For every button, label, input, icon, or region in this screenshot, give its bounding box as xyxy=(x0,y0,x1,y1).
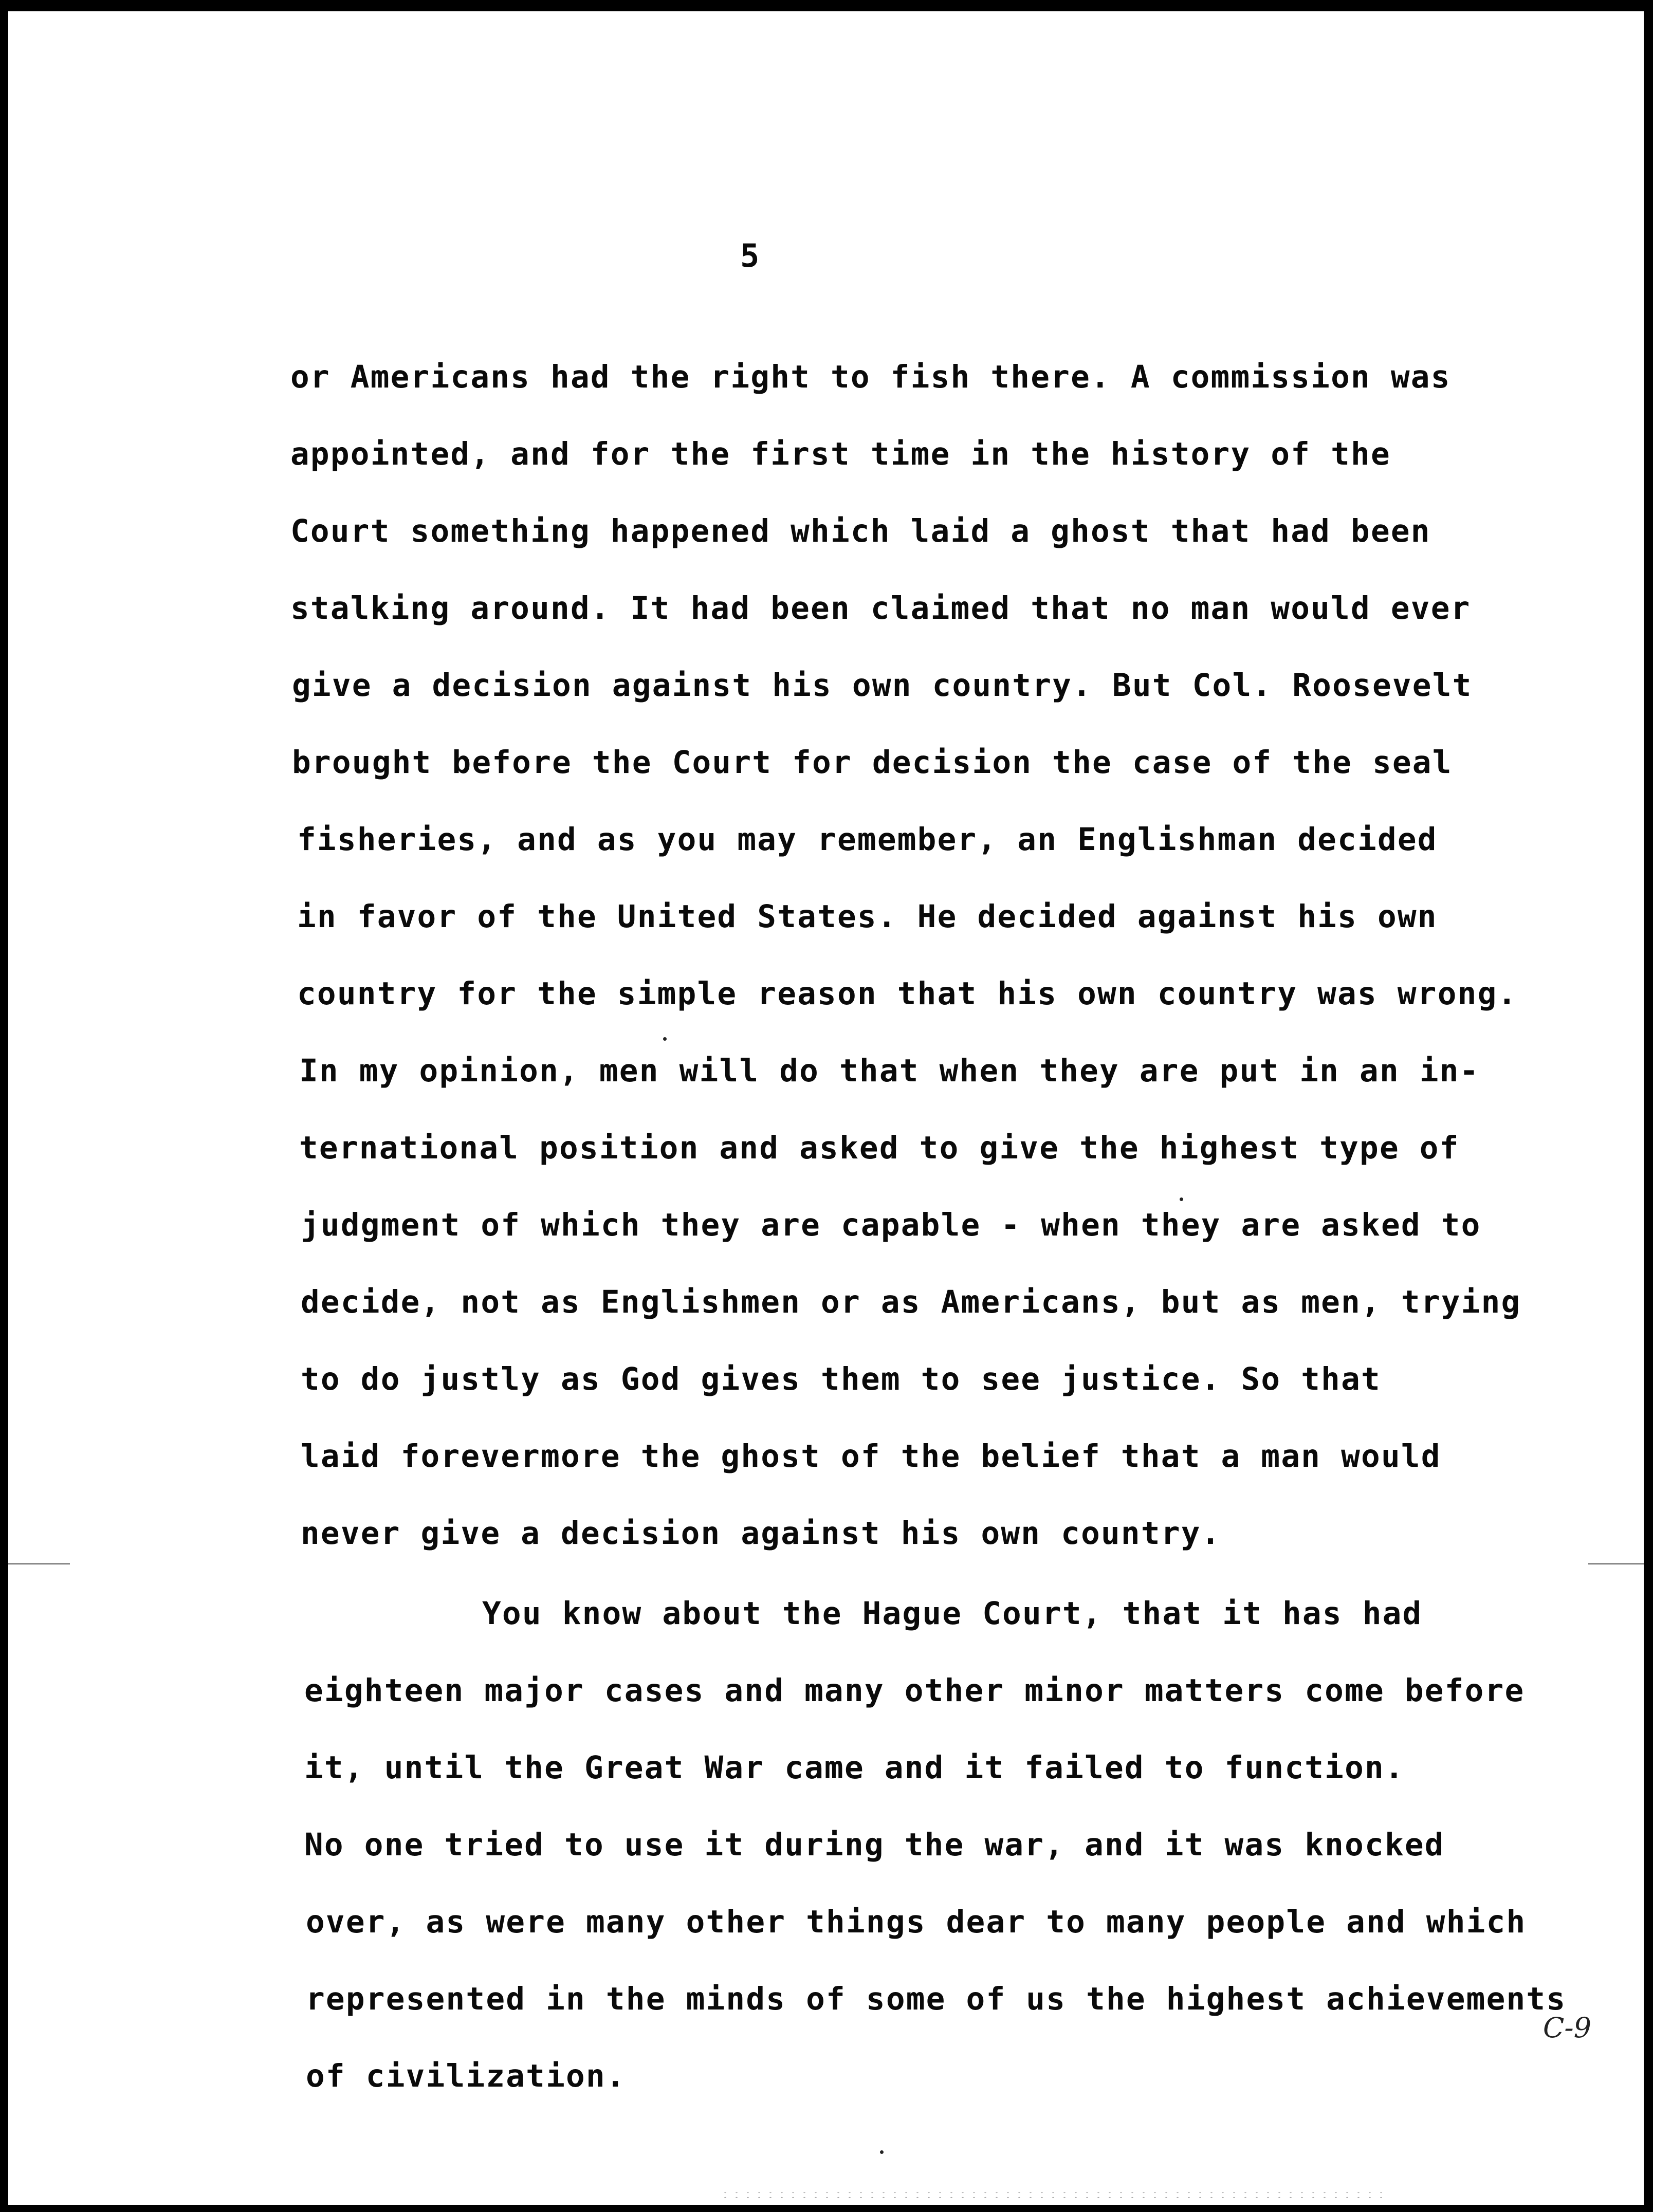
text-line: fisheries, and as you may remember, an Englishman decided xyxy=(297,821,1438,858)
text-line: it, until the Great War came and it failed to function. xyxy=(304,1749,1405,1786)
ink-speck xyxy=(1180,1197,1183,1201)
ink-speck xyxy=(663,1037,667,1041)
text-line: decide, not as Englishmen or as Americans, but as men, trying xyxy=(301,1284,1521,1320)
margin-fold-mark-left xyxy=(8,1563,70,1564)
handwritten-page-code: C-9 xyxy=(1543,2012,1591,2044)
scan-noise xyxy=(720,2190,1388,2200)
text-line: to do justly as God gives them to see justice. So that xyxy=(301,1361,1381,1397)
text-line: laid forevermore the ghost of the belief that a man would xyxy=(301,1438,1441,1474)
text-line: country for the simple reason that his own country was wrong. xyxy=(297,975,1518,1012)
ink-speck xyxy=(880,2150,884,2154)
text-line: or Americans had the right to fish there. A commission was xyxy=(290,359,1451,395)
text-line: give a decision against his own country. But Col. Roosevelt xyxy=(292,667,1473,704)
text-line: Court something happened which laid a ghost that had been xyxy=(290,513,1431,549)
text-line: of civilization. xyxy=(306,2058,626,2094)
text-line: never give a decision against his own country. xyxy=(301,1515,1221,1552)
text-line: You know about the Hague Court, that it has had xyxy=(482,1595,1423,1632)
text-line: appointed, and for the first time in the history of the xyxy=(290,436,1391,472)
text-line: No one tried to use it during the war, and it was knocked xyxy=(304,1827,1445,1863)
text-line: stalking around. It had been claimed that no man would ever xyxy=(290,590,1471,626)
text-line: over, as were many other things dear to many people and which xyxy=(306,1904,1527,1940)
text-line: in favor of the United States. He decided against his own xyxy=(297,898,1438,935)
text-line: represented in the minds of some of us the highest achievements xyxy=(306,1981,1567,2017)
text-line: eighteen major cases and many other minor matters come before xyxy=(304,1672,1525,1709)
text-line: brought before the Court for decision the case of the seal xyxy=(292,744,1453,781)
text-line: In my opinion, men will do that when they are put in an in- xyxy=(299,1053,1480,1089)
margin-fold-mark-right xyxy=(1588,1563,1644,1564)
page-number: 5 xyxy=(740,237,760,274)
text-line: ternational position and asked to give the highest type of xyxy=(299,1130,1460,1166)
text-line: judgment of which they are capable - when they are asked to xyxy=(301,1207,1481,1243)
